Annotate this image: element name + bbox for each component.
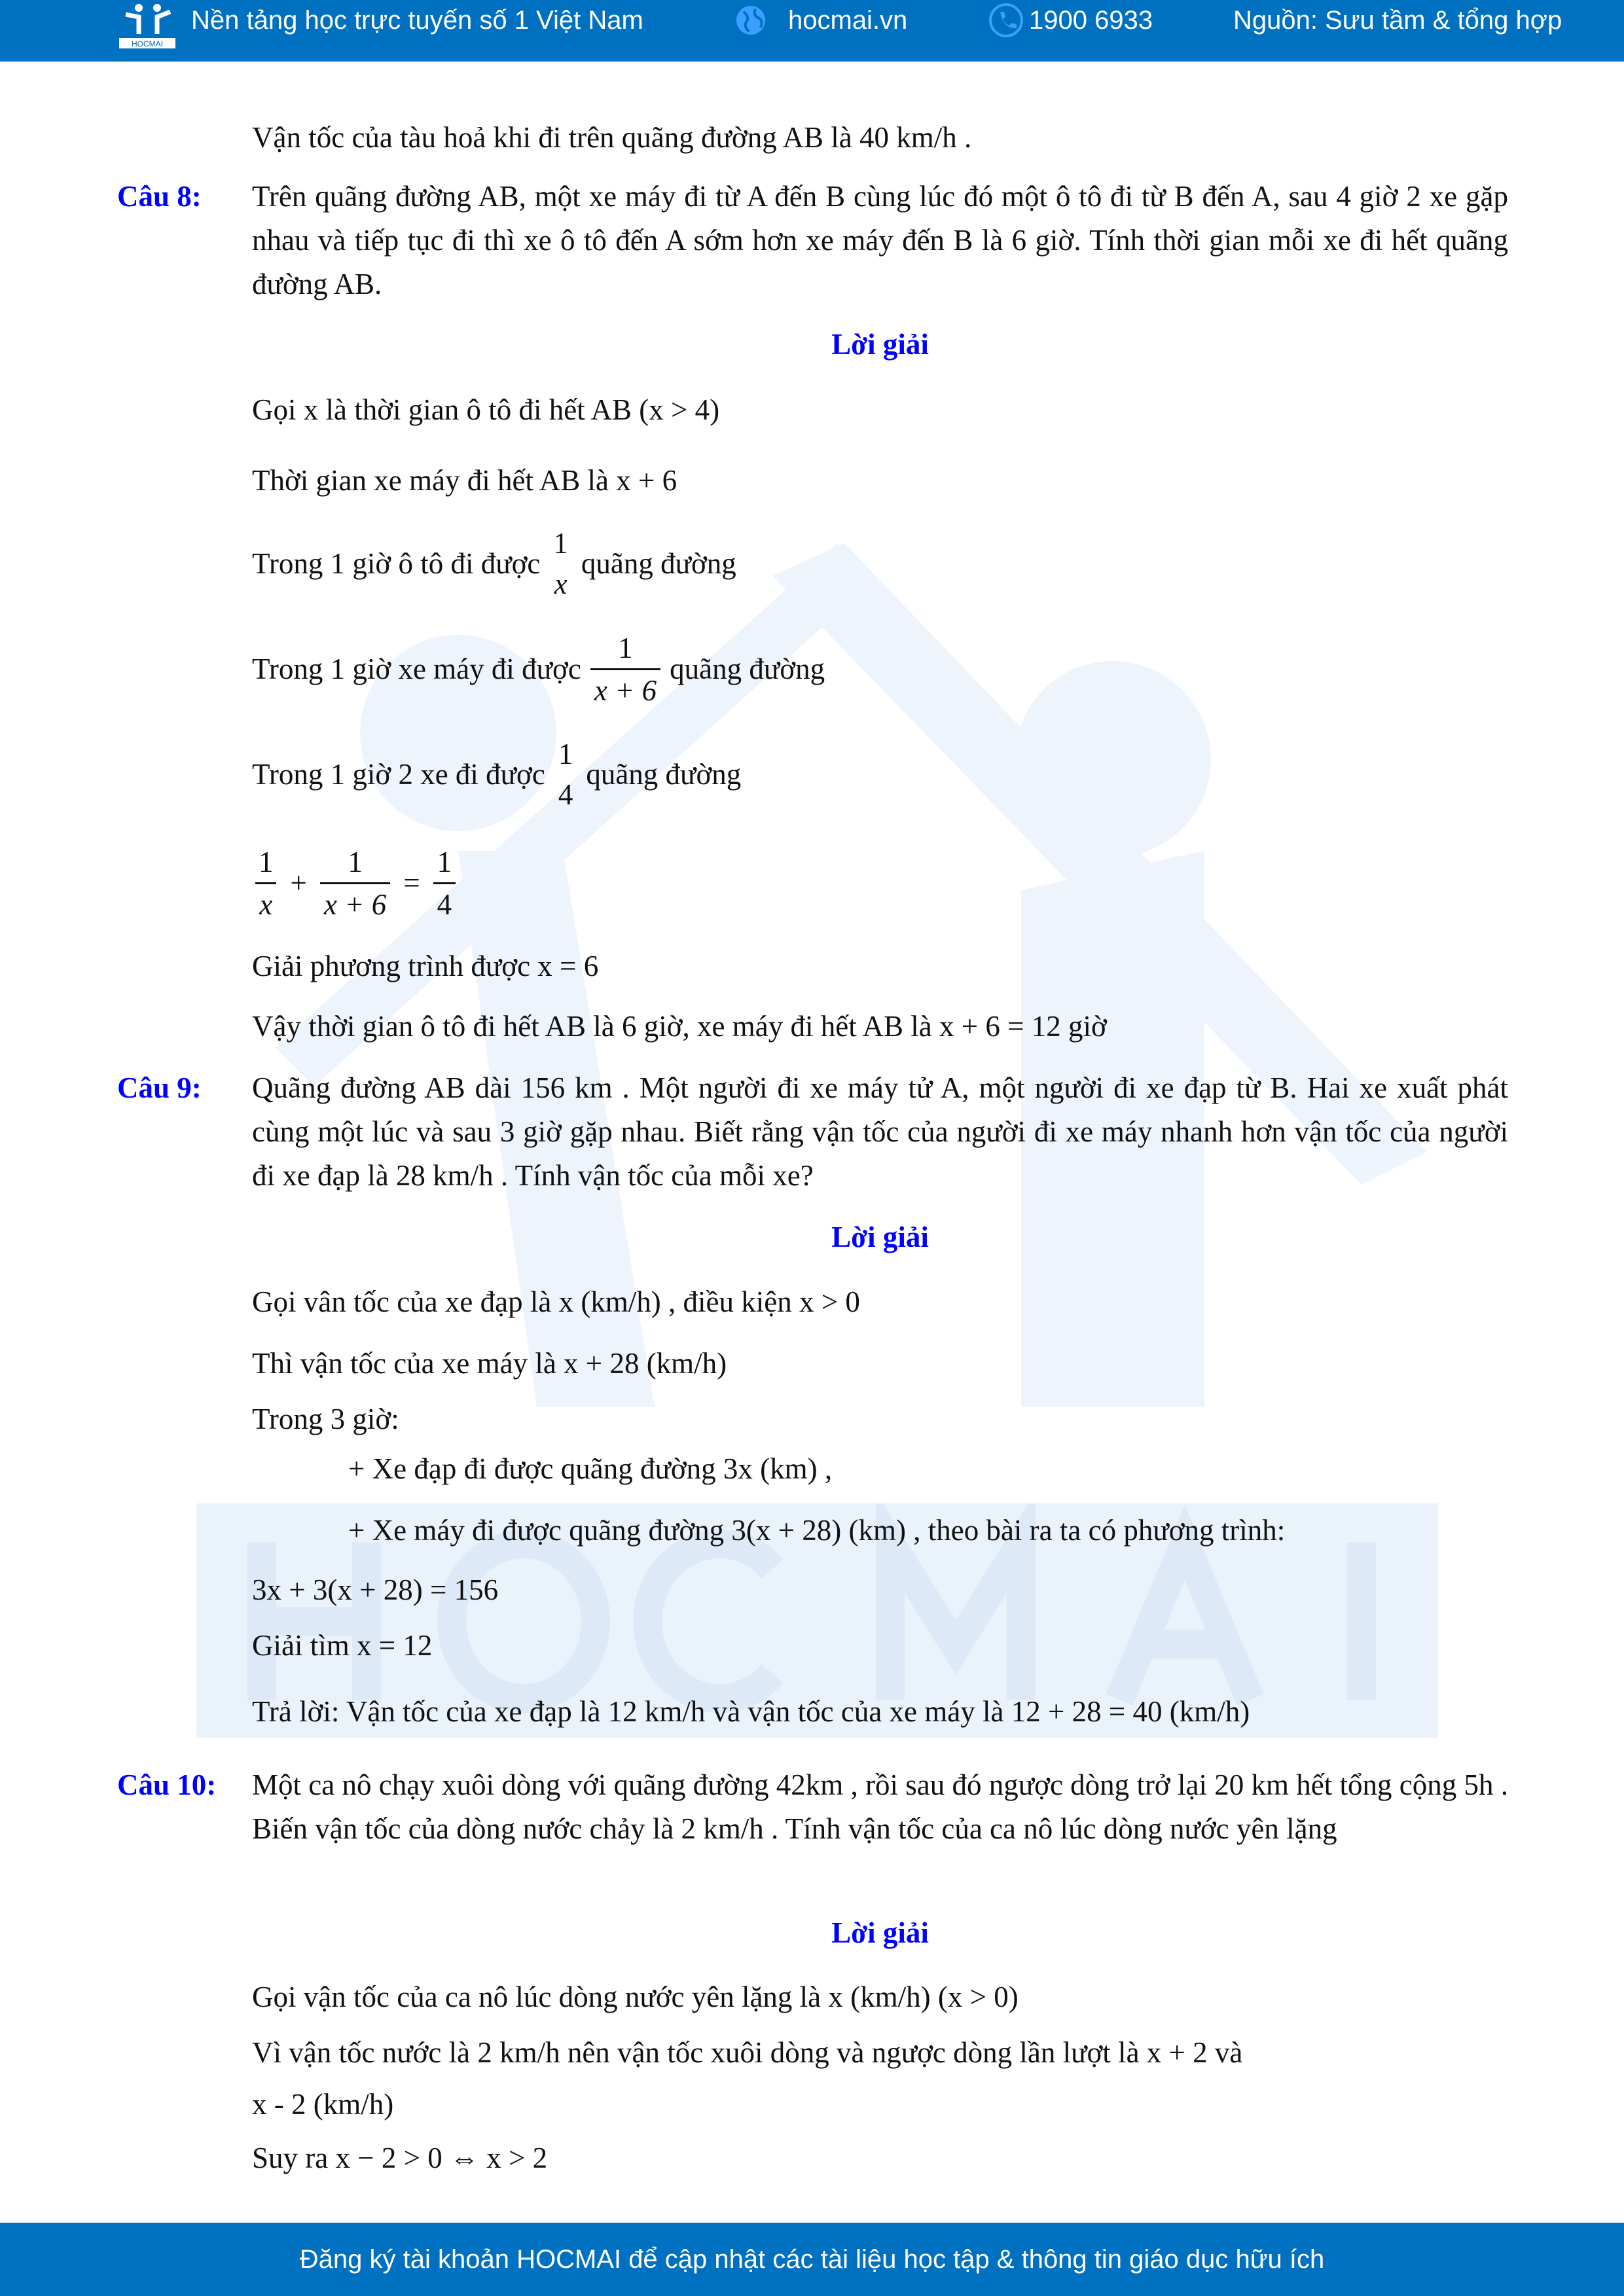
- numerator: 1: [553, 527, 568, 560]
- q10-step-3: x - 2 (km/h): [252, 2088, 394, 2121]
- plus-sign: +: [290, 867, 307, 899]
- footer-text[interactable]: Đăng ký tài khoản HOCMAI để cập nhật các tài liệu học tập & thông tin giáo dục hữu ích: [299, 2244, 1325, 2274]
- fraction: [554, 734, 577, 815]
- q10-step-2: Vì vận tốc nước là 2 km/h nên vận tốc xuôi dòng và ngược dòng lần lượt là x + 2 và: [252, 2036, 1243, 2069]
- q8-step-6: Giải phương trình được x = 6: [252, 950, 599, 982]
- q9-step-5: + Xe máy đi được quãng đường 3(x + 28) (km) , theo bài ra ta có phương trình:: [348, 1514, 1286, 1547]
- fraction: [433, 842, 456, 925]
- hocmai-logo-icon: [119, 3, 175, 48]
- header-phone[interactable]: [988, 0, 1153, 41]
- denominator: x: [255, 882, 276, 925]
- svg-text:HOCMAI: HOCMAI: [132, 39, 163, 48]
- phone-icon: [988, 3, 1024, 38]
- q9-step-3: Trong 3 giờ:: [252, 1403, 399, 1435]
- denominator: x + 6: [320, 882, 390, 925]
- q8-step-3: [252, 514, 736, 613]
- q8-equation: [245, 834, 465, 932]
- fraction: [549, 523, 572, 604]
- numerator: 1: [259, 845, 274, 878]
- globe-icon: [734, 4, 767, 37]
- q10-step-1: Gọi vận tốc của ca nô lúc dòng nước yên lặng là x (km/h) (x > 0): [252, 1981, 1019, 2013]
- q8-step-5: [252, 725, 741, 823]
- question-10-solution-title: Lời giải: [831, 1916, 929, 1949]
- question-10-text: Một ca nô chạy xuôi dòng với quãng đường 42km , rồi sau đó ngược dòng trở lại 20 km hết tổng cộng 5h . Biến vận tốc của dòng nước chảy là 2 km/h . Tính vận tốc của ca nô lúc dòng nước yên lặng: [252, 1768, 1508, 1845]
- q8-step-4: [252, 620, 825, 718]
- fraction: [255, 842, 278, 925]
- question-9-solution-title: Lời giải: [831, 1221, 929, 1253]
- question-10-label: Câu 10:: [117, 1768, 217, 1801]
- q9-step-8: Trả lời: Vận tốc của xe đạp là 12 km/h và vận tốc của xe máy là 12 + 28 = 40 (km/h): [252, 1695, 1250, 1728]
- q9-step-1: Gọi vân tốc của xe đạp là x (km/h) , điều kiện x > 0: [252, 1285, 860, 1318]
- q9-step-2: Thì vận tốc của xe máy là x + 28 (km/h): [252, 1347, 727, 1380]
- denominator: x: [554, 567, 568, 600]
- numerator: 1: [558, 738, 573, 770]
- q9-step-6: 3x + 3(x + 28) = 156: [252, 1573, 499, 1606]
- q8-step-3-post: quãng đường: [581, 547, 736, 580]
- q8-step-5-pre: Trong 1 giờ 2 xe đi được: [252, 758, 545, 791]
- phone-number[interactable]: 1900 6933: [1029, 5, 1153, 35]
- q8-step-2: Thời gian xe máy đi hết AB là x + 6: [252, 464, 677, 497]
- fraction: [590, 628, 660, 711]
- numerator: 1: [618, 631, 633, 664]
- q8-step-7: Vậy thời gian ô tô đi hết AB là 6 giờ, xe máy đi hết AB là x + 6 = 12 giờ: [252, 1010, 1107, 1043]
- question-8-label: Câu 8:: [117, 180, 202, 213]
- denominator: 4: [433, 882, 456, 925]
- header-slogan: Nền tảng học trực tuyến số 1 Việt Nam: [191, 5, 643, 35]
- question-8-solution-title: Lời giải: [831, 328, 929, 361]
- footer-bar: [0, 2223, 1624, 2296]
- prev-answer-line: Vận tốc của tàu hoả khi đi trên quãng đường AB là 40 km/h .: [252, 121, 972, 154]
- header-website[interactable]: [734, 0, 907, 41]
- question-9-text: Quãng đường AB dài 156 km . Một người đi xe máy tử A, một người đi xe đạp từ B. Hai xe xuất phát cùng một lúc và sau 3 giờ gặp nhau. Biết rằng vận tốc của người đi xe máy nhanh hơn vận tốc của người đi xe đạp là 28 km/h . Tính vận tốc của mỗi xe?: [252, 1071, 1508, 1192]
- question-9-label: Câu 9:: [117, 1071, 202, 1104]
- question-8-text: Trên quãng đường AB, một xe máy đi từ A đến B cùng lúc đó một ô tô đi từ B đến A, sau 4 giờ 2 xe gặp nhau và tiếp tục đi thì xe ô tô đến A sớm hơn xe máy đến B là 6 giờ. Tính thời gian mỗi xe đi hết quãng đường AB.: [252, 180, 1508, 300]
- denominator: x + 6: [590, 668, 660, 711]
- q9-step-4: + Xe đạp đi được quãng đường 3x (km) ,: [348, 1452, 833, 1485]
- q8-step-3-pre: Trong 1 giờ ô tô đi được: [252, 547, 541, 580]
- q8-step-1: Gọi x là thời gian ô tô đi hết AB (x > 4): [252, 393, 720, 426]
- q10-step-4: Suy ra x − 2 > 0 ⇔ x > 2: [252, 2142, 548, 2174]
- q8-step-5-post: quãng đường: [586, 758, 742, 791]
- denominator: 4: [558, 778, 573, 811]
- q8-step-4-post: quãng đường: [670, 653, 825, 685]
- equals-sign: =: [403, 867, 420, 899]
- numerator: 1: [437, 845, 452, 878]
- header-bar: [0, 0, 1624, 62]
- q9-step-7: Giải tìm x = 12: [252, 1629, 433, 1662]
- header-source: Nguồn: Sưu tầm & tổng hợp: [1233, 5, 1562, 35]
- fraction: [320, 842, 390, 925]
- q8-step-4-pre: Trong 1 giờ xe máy đi được: [252, 653, 581, 685]
- website-link[interactable]: hocmai.vn: [788, 5, 908, 35]
- numerator: 1: [348, 845, 363, 878]
